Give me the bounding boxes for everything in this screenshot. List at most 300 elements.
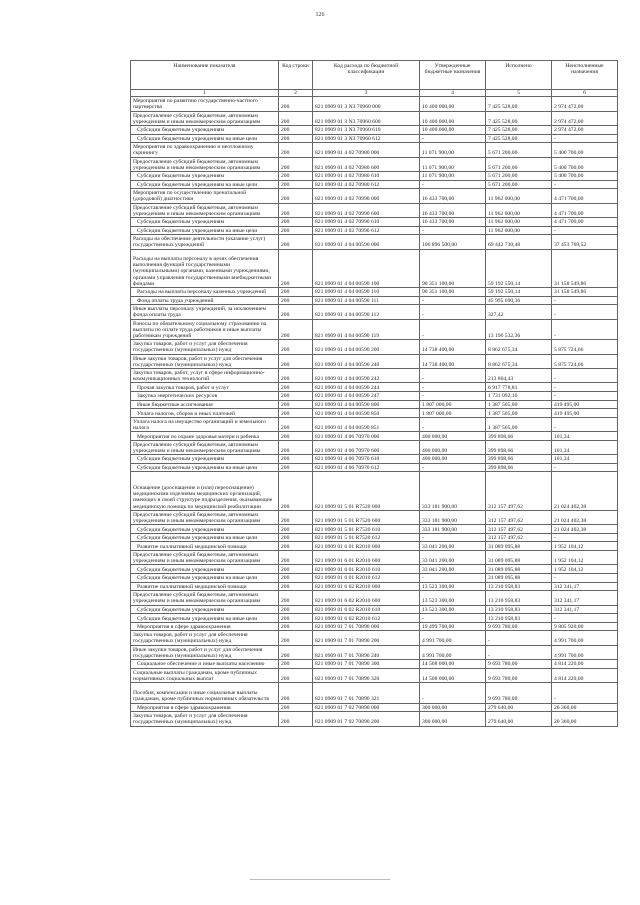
row-name-cell: Уплата налога на имущество организаций и земельного налога (131, 417, 279, 431)
row-executed-cell: 13 210 958,83 (486, 591, 552, 605)
table-row (131, 203, 618, 217)
row-unexecuted-cell: 4 471 700,00 (552, 203, 618, 217)
row-line-code-cell: 200 (279, 533, 313, 542)
row-name-cell: Мероприятия в сфере здравоохранения (131, 622, 279, 631)
row-budget-code-cell: 821 0909 01 4 02 70980 610 (313, 171, 420, 180)
table-row (131, 143, 618, 157)
row-approved-cell: - (420, 417, 486, 431)
row-executed-cell: 1 387 505,00 (486, 409, 552, 418)
row-budget-code-cell: 821 0909 01 4 06 70970 600 (313, 440, 420, 454)
row-executed-cell: 11 962 000,00 (486, 217, 552, 226)
table-row (131, 683, 618, 704)
row-line-code-cell: 200 (279, 510, 313, 524)
table-row (131, 525, 618, 534)
row-executed-cell: 7 425 528,00 (486, 111, 552, 125)
row-budget-code-cell: 821 0909 01 4 06 70970 612 (313, 463, 420, 472)
row-name-cell: Закупка товаров, работ и услуг для обеспечения государственных (муниципальных) нужд (131, 631, 279, 645)
table-row (131, 354, 618, 368)
row-unexecuted-cell: - (552, 573, 618, 582)
table-row (131, 605, 618, 614)
row-budget-code-cell: 821 0909 01 4 06 70970 610 (313, 455, 420, 464)
row-unexecuted-cell: 5 400 700,00 (552, 143, 618, 157)
table-row (131, 409, 618, 418)
row-budget-code-cell: 821 0909 01 4 04 00590 851 (313, 417, 420, 431)
row-executed-cell: 5 671 200,00 (486, 143, 552, 157)
row-executed-cell: 13 210 958,83 (486, 614, 552, 623)
row-name-cell: Субсидии бюджетным учреждениям (131, 125, 279, 134)
row-budget-code-cell: 821 0909 01 4 02 70990 612 (313, 226, 420, 235)
row-budget-code-cell: 821 0909 01 4 02 70990 000 (313, 189, 420, 203)
table-row (131, 668, 618, 682)
row-unexecuted-cell: 312 341,17 (552, 605, 618, 614)
row-budget-code-cell: 821 0909 01 5 01 R7520 000 (313, 472, 420, 511)
row-executed-cell: 5 671 200,00 (486, 171, 552, 180)
table-row (131, 134, 618, 143)
table-row (131, 533, 618, 542)
row-line-code-cell: 200 (279, 368, 313, 382)
row-approved-cell: 14 508 000,00 (420, 660, 486, 669)
row-approved-cell: 13 523 300,00 (420, 591, 486, 605)
row-executed-cell: 279 640,00 (486, 712, 552, 726)
row-line-code-cell: 200 (279, 305, 313, 319)
row-budget-code-cell: 821 0909 01 5 01 R7520 612 (313, 533, 420, 542)
row-approved-cell: 11 071 900,00 (420, 157, 486, 171)
row-line-code-cell: 200 (279, 97, 313, 111)
row-budget-code-cell: 821 0909 01 4 04 00590 100 (313, 249, 420, 288)
row-executed-cell: 31 089 095,88 (486, 565, 552, 574)
row-budget-code-cell: 821 0909 01 6 01 R2010 612 (313, 573, 420, 582)
row-executed-cell: 7 425 528,00 (486, 125, 552, 134)
row-executed-cell: 9 693 780,00 (486, 660, 552, 669)
column-number: 4 (420, 90, 486, 97)
row-name-cell: Субсидии бюджетным учреждениям на иные цели (131, 226, 279, 235)
row-unexecuted-cell: - (552, 683, 618, 704)
table-row (131, 703, 618, 712)
row-budget-code-cell: 821 0909 01 6 01 R2010 600 (313, 550, 420, 564)
row-line-code-cell: 200 (279, 614, 313, 623)
row-approved-cell: 1 807 000,00 (420, 400, 486, 409)
table-row (131, 226, 618, 235)
table-row (131, 660, 618, 669)
row-unexecuted-cell: 4 814 220,00 (552, 668, 618, 682)
row-executed-cell: 31 089 095,88 (486, 573, 552, 582)
row-approved-cell: - (420, 383, 486, 392)
row-executed-cell: 1 387 505,00 (486, 400, 552, 409)
row-name-cell: Закупка товаров, работ и услуг для обеспечения государственных (муниципальных) нужд (131, 712, 279, 726)
row-executed-cell: - (486, 645, 552, 659)
row-name-cell: Развитие паллиативной медицинской помощи (131, 542, 279, 551)
row-name-cell: Социальные выплаты гражданам, кроме публичных нормативных социальных выплат (131, 668, 279, 682)
row-unexecuted-cell: 2 974 472,00 (552, 125, 618, 134)
row-unexecuted-cell: 1 952 104,12 (552, 542, 618, 551)
row-executed-cell: 13 210 958,83 (486, 605, 552, 614)
row-approved-cell: - (420, 573, 486, 582)
row-budget-code-cell: 821 0909 01 3 N3 70960 600 (313, 111, 420, 125)
row-executed-cell: 5 671 200,00 (486, 180, 552, 189)
row-approved-cell: 19 499 700,00 (420, 622, 486, 631)
table-row (131, 712, 618, 726)
table-row (131, 573, 618, 582)
row-line-code-cell: 200 (279, 660, 313, 669)
row-name-cell: Уплата налогов, сборов и иных платежей (131, 409, 279, 418)
row-approved-cell: 16 433 700,00 (420, 189, 486, 203)
row-name-cell: Мероприятия по охране здоровья матери и ребенка (131, 432, 279, 441)
row-line-code-cell: 200 (279, 417, 313, 431)
row-approved-cell: 1 807 000,00 (420, 409, 486, 418)
table-row (131, 235, 618, 249)
row-approved-cell: - (420, 683, 486, 704)
row-executed-cell: 59 192 550,14 (486, 249, 552, 288)
row-approved-cell: 14 508 000,00 (420, 668, 486, 682)
row-unexecuted-cell: - (552, 533, 618, 542)
row-approved-cell: 16 433 700,00 (420, 217, 486, 226)
row-executed-cell: 399 898,66 (486, 432, 552, 441)
row-name-cell: Предоставление субсидий бюджетным, автономным учреждениям и иным некоммерческим организациям (131, 550, 279, 564)
row-line-code-cell: 200 (279, 472, 313, 511)
column-number: 2 (279, 90, 313, 97)
table-row (131, 171, 618, 180)
row-unexecuted-cell: - (552, 226, 618, 235)
row-name-cell: Расходы на обеспечение деятельности (оказание услуг) государственных учреждений (131, 235, 279, 249)
row-unexecuted-cell: 1 952 104,12 (552, 550, 618, 564)
row-budget-code-cell: 821 0909 01 6 02 R2010 612 (313, 614, 420, 623)
row-name-cell: Субсидии бюджетным учреждениям (131, 455, 279, 464)
row-executed-cell: 31 089 095,88 (486, 542, 552, 551)
column-number: 3 (313, 90, 420, 97)
row-budget-code-cell: 821 0909 01 4 02 70980 612 (313, 180, 420, 189)
row-approved-cell: 33 041 200,00 (420, 565, 486, 574)
row-line-code-cell: 200 (279, 383, 313, 392)
row-line-code-cell: 200 (279, 525, 313, 534)
row-name-cell: Предоставление субсидий бюджетным, автономным учреждениям и иным некоммерческим организациям (131, 157, 279, 171)
table-row (131, 542, 618, 551)
table-row (131, 472, 618, 511)
row-executed-cell: 399 898,66 (486, 455, 552, 464)
row-line-code-cell: 200 (279, 340, 313, 354)
row-line-code-cell: 200 (279, 573, 313, 582)
row-approved-cell: - (420, 134, 486, 143)
header-indicator-name: Наименование показателя (131, 61, 279, 90)
row-line-code-cell: 200 (279, 591, 313, 605)
table-row (131, 645, 618, 659)
row-approved-cell: 33 041 200,00 (420, 542, 486, 551)
row-approved-cell: - (420, 463, 486, 472)
row-budget-code-cell: 821 0909 01 7 01 70890 200 (313, 631, 420, 645)
row-unexecuted-cell: - (552, 383, 618, 392)
row-budget-code-cell: 821 0909 01 7 02 70890 200 (313, 712, 420, 726)
row-budget-code-cell: 821 0909 01 4 04 00590 112 (313, 305, 420, 319)
row-executed-cell: 8 862 675,34 (486, 354, 552, 368)
row-line-code-cell: 200 (279, 582, 313, 591)
row-budget-code-cell: 821 0909 01 4 04 00590 240 (313, 354, 420, 368)
row-budget-code-cell: 821 0909 01 5 01 R7520 600 (313, 510, 420, 524)
row-name-cell: Расходы на выплаты персоналу казенных учреждений (131, 288, 279, 297)
row-budget-code-cell: 821 0909 01 5 01 R7520 610 (313, 525, 420, 534)
table-row (131, 614, 618, 623)
column-number: 6 (552, 90, 618, 97)
row-executed-cell: 312 157 497,62 (486, 525, 552, 534)
table-row (131, 111, 618, 125)
row-approved-cell: 400 000,00 (420, 440, 486, 454)
table-row (131, 565, 618, 574)
row-unexecuted-cell: - (552, 296, 618, 305)
row-unexecuted-cell: 4 991 700,00 (552, 631, 618, 645)
row-name-cell: Закупка энергетических ресурсов (131, 391, 279, 400)
row-name-cell: Предоставление субсидий бюджетным, автономным учреждениям и иным некоммерческим организациям (131, 111, 279, 125)
table-row (131, 180, 618, 189)
row-line-code-cell: 200 (279, 712, 313, 726)
row-executed-cell: 1 731 092,10 (486, 391, 552, 400)
row-approved-cell: 90 351 100,00 (420, 249, 486, 288)
row-line-code-cell: 200 (279, 171, 313, 180)
row-unexecuted-cell: 419 495,00 (552, 409, 618, 418)
table-row (131, 296, 618, 305)
row-approved-cell: - (420, 296, 486, 305)
row-unexecuted-cell: - (552, 134, 618, 143)
row-unexecuted-cell: 1 952 104,12 (552, 565, 618, 574)
row-executed-cell: 312 157 497,62 (486, 472, 552, 511)
header-line-code: Код строки (279, 61, 313, 90)
row-unexecuted-cell: 31 158 549,86 (552, 249, 618, 288)
header-executed: Исполнено (486, 61, 552, 90)
table-row (131, 217, 618, 226)
row-executed-cell: 7 425 528,00 (486, 97, 552, 111)
row-unexecuted-cell: - (552, 305, 618, 319)
row-budget-code-cell: 821 0909 01 4 04 00590 200 (313, 340, 420, 354)
table-row (131, 319, 618, 340)
row-line-code-cell: 200 (279, 235, 313, 249)
row-approved-cell: 10 400 000,00 (420, 125, 486, 134)
row-approved-cell: 16 433 700,00 (420, 203, 486, 217)
table-row (131, 550, 618, 564)
row-budget-code-cell: 821 0909 01 4 04 00590 119 (313, 319, 420, 340)
row-executed-cell: 213 804,43 (486, 368, 552, 382)
row-budget-code-cell: 821 0909 01 3 N3 70960 000 (313, 97, 420, 111)
row-budget-code-cell: 821 0909 01 7 01 70890 240 (313, 645, 420, 659)
row-approved-cell: - (420, 533, 486, 542)
row-name-cell: Субсидии бюджетным учреждениям (131, 565, 279, 574)
table-row (131, 440, 618, 454)
header-approved: Утвержденные бюджетные назначения (420, 61, 486, 90)
row-name-cell: Предоставление субсидий бюджетным, автономным учреждениям и иным некоммерческим организациям (131, 203, 279, 217)
table-row (131, 249, 618, 288)
row-budget-code-cell: 821 0909 01 4 04 00590 111 (313, 296, 420, 305)
row-approved-cell: 10 400 000,00 (420, 111, 486, 125)
row-unexecuted-cell: 21 024 402,38 (552, 525, 618, 534)
row-unexecuted-cell: 37 453 769,52 (552, 235, 618, 249)
row-budget-code-cell: 821 0909 01 7 01 70890 321 (313, 683, 420, 704)
row-line-code-cell: 200 (279, 189, 313, 203)
table-row (131, 189, 618, 203)
row-executed-cell: 45 995 690,36 (486, 296, 552, 305)
row-approved-cell: - (420, 180, 486, 189)
row-line-code-cell: 200 (279, 203, 313, 217)
table-row (131, 432, 618, 441)
row-name-cell: Предоставление субсидий бюджетным, автономным учреждениям и иным некоммерческим организациям (131, 510, 279, 524)
row-name-cell: Расходы на выплаты персоналу в целях обеспечения выполнения функций государственными (муниципальными) органами, казенными учреждениями, органами управления государственными внебюджетными фондами (131, 249, 279, 288)
row-approved-cell: 11 071 900,00 (420, 171, 486, 180)
row-budget-code-cell: 821 0909 01 4 02 70990 600 (313, 203, 420, 217)
row-budget-code-cell: 821 0909 01 7 01 70890 300 (313, 660, 420, 669)
row-unexecuted-cell: - (552, 180, 618, 189)
row-approved-cell: 4 991 700,00 (420, 645, 486, 659)
row-line-code-cell: 200 (279, 111, 313, 125)
row-line-code-cell: 200 (279, 668, 313, 682)
row-executed-cell: 7 425 528,00 (486, 134, 552, 143)
table-row (131, 125, 618, 134)
row-unexecuted-cell: - (552, 463, 618, 472)
row-unexecuted-cell: 5 875 724,66 (552, 340, 618, 354)
row-budget-code-cell: 821 0909 01 4 04 00590 244 (313, 383, 420, 392)
row-executed-cell: 31 089 095,88 (486, 550, 552, 564)
row-name-cell: Субсидии бюджетным учреждениям (131, 525, 279, 534)
row-name-cell: Субсидии бюджетным учреждениям (131, 171, 279, 180)
row-unexecuted-cell: 2 974 472,00 (552, 111, 618, 125)
table-row (131, 455, 618, 464)
table-row (131, 622, 618, 631)
row-line-code-cell: 200 (279, 432, 313, 441)
table-row (131, 582, 618, 591)
row-unexecuted-cell: 9 805 920,00 (552, 622, 618, 631)
row-line-code-cell: 200 (279, 226, 313, 235)
row-unexecuted-cell: 5 400 700,00 (552, 157, 618, 171)
row-executed-cell: 11 962 000,00 (486, 203, 552, 217)
row-executed-cell: 279 640,00 (486, 703, 552, 712)
row-name-cell: Оснащение (дооснащение и (или) переоснащение) медицинскими изделиями медицинских организаций, имеющих в своей структуре подразделения, оказывающие медицинскую помощь по медицинской реабилитации (131, 472, 279, 511)
row-line-code-cell: 200 (279, 683, 313, 704)
row-line-code-cell: 200 (279, 125, 313, 134)
row-approved-cell: 333 181 900,00 (420, 472, 486, 511)
row-unexecuted-cell: - (552, 391, 618, 400)
row-line-code-cell: 200 (279, 354, 313, 368)
row-name-cell: Мероприятия в сфере здравоохранения (131, 703, 279, 712)
row-line-code-cell: 200 (279, 703, 313, 712)
row-line-code-cell: 200 (279, 134, 313, 143)
row-budget-code-cell: 821 0909 01 4 04 00590 000 (313, 235, 420, 249)
row-line-code-cell: 200 (279, 157, 313, 171)
row-budget-code-cell: 821 0909 01 7 02 70890 000 (313, 703, 420, 712)
row-name-cell: Фонд оплаты труда учреждений (131, 296, 279, 305)
row-name-cell: Мероприятия по осуществлению пренатальной (дородовой) диагностики (131, 189, 279, 203)
row-line-code-cell: 200 (279, 631, 313, 645)
row-name-cell: Иные бюджетные ассигнования (131, 400, 279, 409)
row-line-code-cell: 200 (279, 143, 313, 157)
table-row (131, 591, 618, 605)
row-executed-cell: 59 192 550,14 (486, 288, 552, 297)
row-budget-code-cell: 821 0909 01 6 01 R2010 000 (313, 542, 420, 551)
row-name-cell: Субсидии бюджетным учреждениям (131, 605, 279, 614)
row-name-cell: Иные закупки товаров, работ и услуг для обеспечения государственных (муниципальных) нужд (131, 354, 279, 368)
row-name-cell: Субсидии бюджетным учреждениям на иные цели (131, 180, 279, 189)
header-row (131, 61, 618, 90)
row-approved-cell: - (420, 319, 486, 340)
row-line-code-cell: 200 (279, 565, 313, 574)
row-approved-cell: 10 400 000,00 (420, 97, 486, 111)
row-name-cell: Прочая закупка товаров, работ и услуг (131, 383, 279, 392)
row-executed-cell: 13 210 958,83 (486, 582, 552, 591)
row-name-cell: Социальное обеспечение и иные выплаты населению (131, 660, 279, 669)
row-unexecuted-cell: 20 360,00 (552, 703, 618, 712)
row-name-cell: Иные выплаты персоналу учреждений, за исключением фонда оплаты труда (131, 305, 279, 319)
row-executed-cell: 1 387 505,00 (486, 417, 552, 431)
row-unexecuted-cell: - (552, 417, 618, 431)
row-approved-cell: 400 000,00 (420, 432, 486, 441)
row-unexecuted-cell: 4 991 700,00 (552, 645, 618, 659)
row-name-cell: Пособия, компенсации и иные социальные выплаты гражданам, кроме публичных нормативных обязательств (131, 683, 279, 704)
row-approved-cell: 90 351 100,00 (420, 288, 486, 297)
row-budget-code-cell: 821 0909 01 4 02 70980 600 (313, 157, 420, 171)
table-row (131, 97, 618, 111)
table-row (131, 417, 618, 431)
header-budget-code: Код расхода по бюджетной классификации (313, 61, 420, 90)
table-row (131, 340, 618, 354)
row-approved-cell: - (420, 368, 486, 382)
row-unexecuted-cell: 2 974 472,00 (552, 97, 618, 111)
row-name-cell: Субсидии бюджетным учреждениям на иные цели (131, 573, 279, 582)
row-approved-cell: 4 991 700,00 (420, 631, 486, 645)
row-unexecuted-cell: 419 495,00 (552, 400, 618, 409)
row-line-code-cell: 200 (279, 217, 313, 226)
row-line-code-cell: 200 (279, 622, 313, 631)
row-name-cell: Мероприятия по развитию государственно-частного партнерства (131, 97, 279, 111)
row-name-cell: Субсидии бюджетным учреждениям на иные цели (131, 134, 279, 143)
row-unexecuted-cell: 21 024 402,38 (552, 472, 618, 511)
row-executed-cell: - (486, 631, 552, 645)
row-approved-cell: 33 041 200,00 (420, 550, 486, 564)
row-approved-cell: 13 523 300,00 (420, 582, 486, 591)
row-budget-code-cell: 821 0909 01 6 02 R2010 610 (313, 605, 420, 614)
row-unexecuted-cell: 101,34 (552, 432, 618, 441)
row-line-code-cell: 200 (279, 542, 313, 551)
row-budget-code-cell: 821 0909 01 3 N3 70960 610 (313, 125, 420, 134)
row-budget-code-cell: 821 0909 01 4 04 00590 850 (313, 409, 420, 418)
column-number-row (131, 90, 618, 97)
row-approved-cell: - (420, 305, 486, 319)
row-line-code-cell: 200 (279, 463, 313, 472)
row-approved-cell: 300 000,00 (420, 712, 486, 726)
row-executed-cell: 5 671 200,00 (486, 157, 552, 171)
row-approved-cell: 333 181 900,00 (420, 510, 486, 524)
row-budget-code-cell: 821 0909 01 6 02 R2010 600 (313, 591, 420, 605)
row-line-code-cell: 200 (279, 409, 313, 418)
row-unexecuted-cell: 20 360,00 (552, 712, 618, 726)
table-row (131, 400, 618, 409)
row-budget-code-cell: 821 0909 01 4 04 00590 247 (313, 391, 420, 400)
row-line-code-cell: 200 (279, 645, 313, 659)
table-row (131, 510, 618, 524)
table-row (131, 157, 618, 171)
row-name-cell: Мероприятия по здравоохранению и неотложному скринингу (131, 143, 279, 157)
row-executed-cell: 9 693 780,00 (486, 683, 552, 704)
row-budget-code-cell: 821 0909 01 3 N3 70960 612 (313, 134, 420, 143)
row-approved-cell: 300 000,00 (420, 703, 486, 712)
row-name-cell: Взносы по обязательному социальному страхованию на выплаты по оплате труда работников и иные выплаты работникам учреждений (131, 319, 279, 340)
row-budget-code-cell: 821 0909 01 7 01 70890 320 (313, 668, 420, 682)
row-budget-code-cell: 821 0909 01 4 04 00590 242 (313, 368, 420, 382)
row-line-code-cell: 200 (279, 288, 313, 297)
row-line-code-cell: 200 (279, 180, 313, 189)
row-unexecuted-cell: 312 341,17 (552, 591, 618, 605)
row-executed-cell: 13 196 532,36 (486, 319, 552, 340)
row-approved-cell: 400 000,00 (420, 455, 486, 464)
table-row (131, 391, 618, 400)
row-executed-cell: 399 898,66 (486, 463, 552, 472)
row-approved-cell: 333 181 900,00 (420, 525, 486, 534)
row-name-cell: Субсидии бюджетным учреждениям на иные цели (131, 614, 279, 623)
row-name-cell: Развитие паллиативной медицинской помощи (131, 582, 279, 591)
row-unexecuted-cell: 101,34 (552, 455, 618, 464)
row-line-code-cell: 200 (279, 400, 313, 409)
